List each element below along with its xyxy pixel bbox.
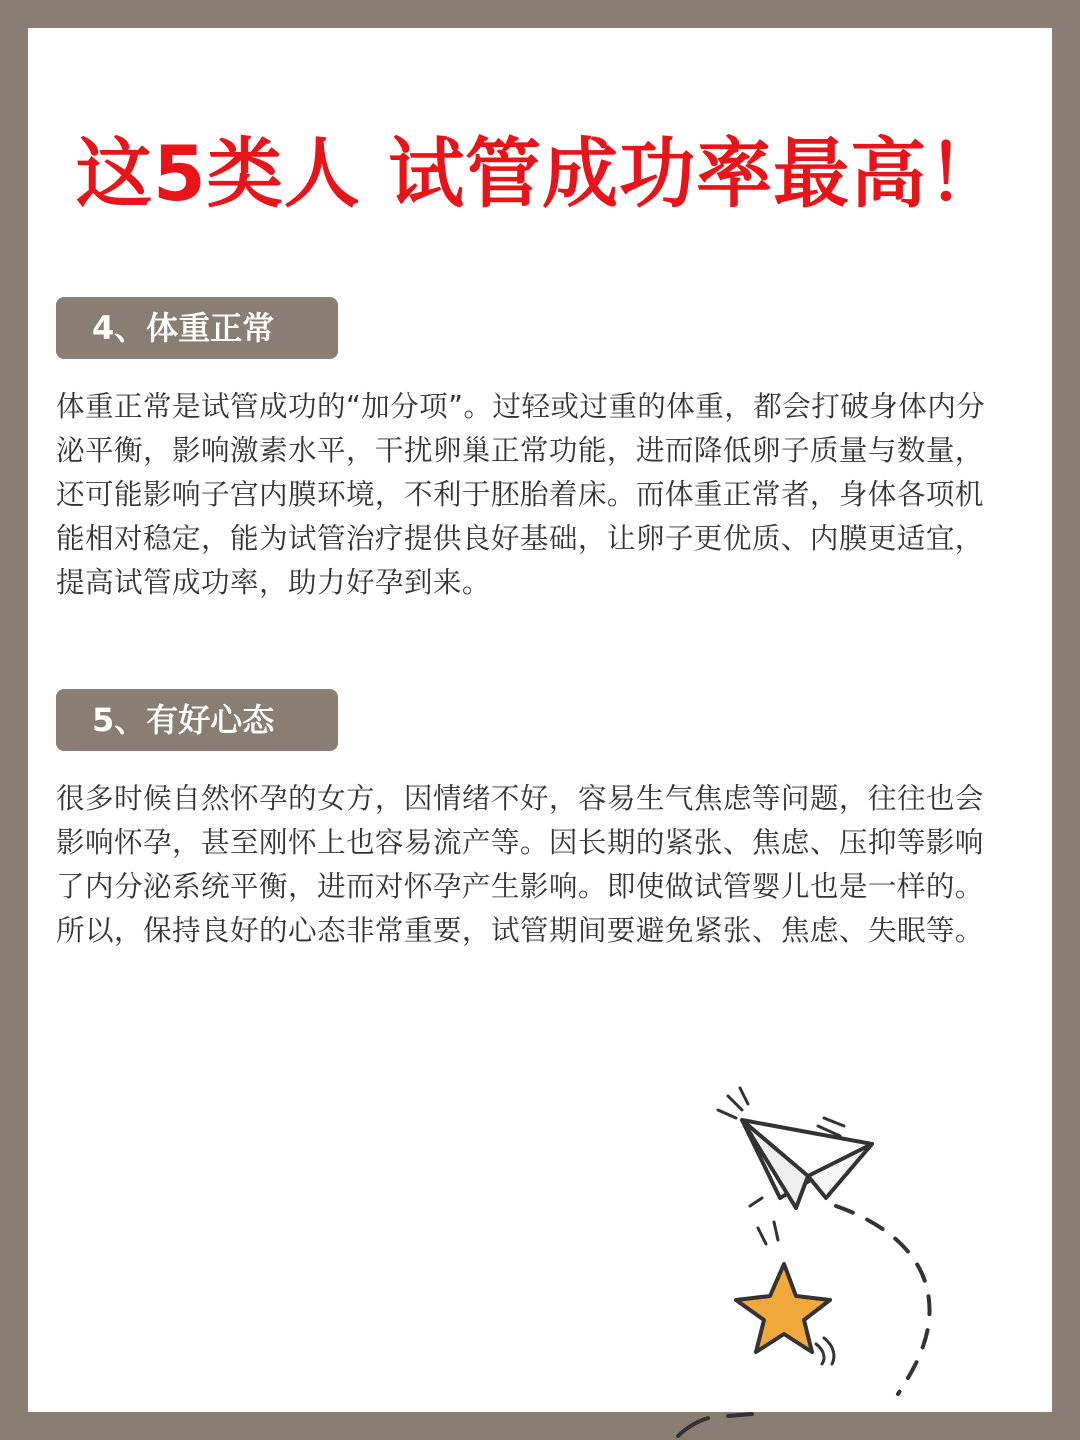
section-body-mindset: 很多时候自然怀孕的女方，因情绪不好，容易生气焦虑等问题，往往也会影响怀孕，甚至刚怀上也容易流产等。因长期的紧张、焦虑、压抑等影响了内分泌系统平衡，进而对怀孕产生影响。即使做试管婴儿也是一样的。所以，保持良好的心态非常重要，试管期间要避免紧张、焦虑、失眠等。 — [56, 781, 984, 947]
section-tag-weight: 4、体重正常 — [56, 297, 338, 359]
page-title: 这5类人 试管成功率最高！ — [75, 129, 1005, 218]
star-icon — [736, 1222, 834, 1364]
section-body-weight: 体重正常是试管成功的“加分项”。过轻或过重的体重，都会打破身体内分泌平衡，影响激素水平，干扰卵巢正常功能，进而降低卵子质量与数量，还可能影响子宫内膜环境，不利于胚胎着床。而体重正常者，身体各项机能相对稳定，能为试管治疗提供良好基础，让卵子更优质、内膜更适宜，提高试管成功率，助力好孕到来。 — [56, 389, 986, 599]
bottom-dash-decoration — [672, 1408, 772, 1440]
section-tag-mindset: 5、有好心态 — [56, 689, 338, 751]
decoration-illustration — [708, 1058, 1052, 1412]
flight-path-dashes — [836, 1206, 930, 1394]
paper-plane-icon — [718, 1088, 872, 1208]
content-card — [28, 28, 1052, 1412]
